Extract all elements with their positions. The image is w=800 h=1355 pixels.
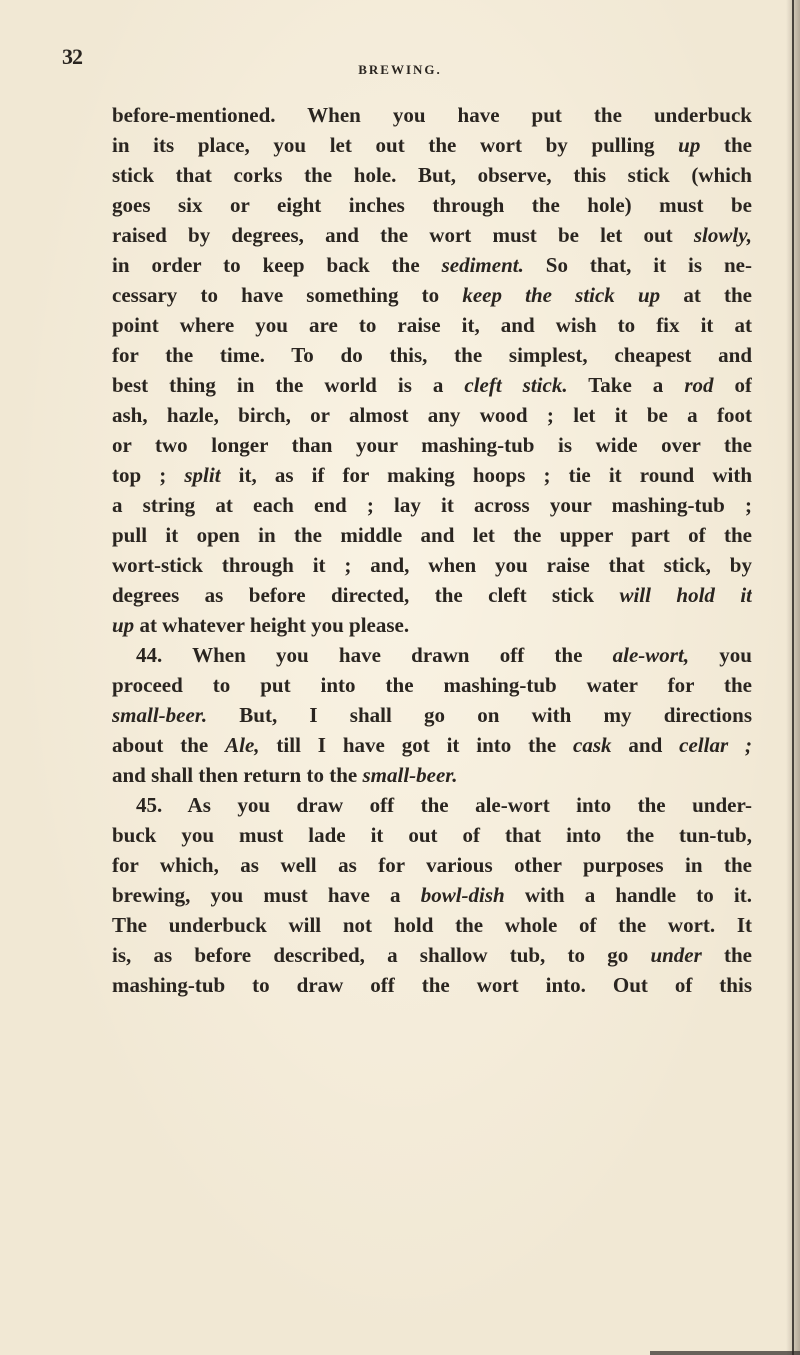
text-line: wort-stick through it ; and, when you raise that stick, by: [112, 553, 752, 577]
text-line: mashing-tub to draw off the wort into. Out of this: [112, 973, 752, 997]
text-line: in its place, you let out the wort by pulling up the: [112, 133, 752, 157]
text-line: The underbuck will not hold the whole of the wort. It: [112, 913, 752, 937]
text-line: goes six or eight inches through the hole) must be: [112, 193, 752, 217]
text-line: in order to keep back the sediment. So that, it is ne-: [112, 253, 752, 277]
text-line: buck you must lade it out of that into the tun-tub,: [112, 823, 752, 847]
page-edge-line: [792, 0, 794, 1355]
text-line: ash, hazle, birch, or almost any wood ; let it be a foot: [112, 403, 752, 427]
text-body: [112, 100, 752, 1000]
text-line: and shall then return to the small-beer.: [112, 763, 458, 787]
text-line: top ; split it, as if for making hoops ; tie it round with: [112, 463, 752, 487]
running-head: BREWING.: [358, 62, 442, 77]
text-line: point where you are to raise it, and wish to fix it at: [112, 313, 752, 337]
text-line: a string at each end ; lay it across your mashing-tub ;: [112, 493, 752, 517]
text-line: before-mentioned. When you have put the underbuck: [112, 103, 752, 127]
text-line: proceed to put into the mashing-tub water for the: [112, 673, 752, 697]
text-line: 44. When you have drawn off the ale-wort, you: [136, 643, 752, 667]
text-line: best thing in the world is a cleft stick. Take a rod of: [112, 373, 752, 397]
text-line: or two longer than your mashing-tub is wide over the: [112, 433, 752, 457]
text-line: cessary to have something to keep the stick up at the: [112, 283, 752, 307]
text-line: small-beer. But, I shall go on with my directions: [112, 703, 752, 727]
text-line: pull it open in the middle and let the upper part of the: [112, 523, 752, 547]
text-line: raised by degrees, and the wort must be let out slowly,: [112, 223, 752, 247]
text-line: is, as before described, a shallow tub, to go under the: [112, 943, 752, 967]
text-line: for the time. To do this, the simplest, cheapest and: [112, 343, 752, 367]
text-line: 45. As you draw off the ale-wort into the under-: [136, 793, 752, 817]
page-number: 32: [62, 44, 82, 69]
text-line: brewing, you must have a bowl-dish with a handle to it.: [112, 883, 752, 907]
text-line: about the Ale, till I have got it into the cask and cellar ;: [112, 733, 752, 757]
text-line: stick that corks the hole. But, observe, this stick (which: [112, 163, 752, 187]
page-bottom-rule: [650, 1351, 800, 1355]
text-line: degrees as before directed, the cleft stick will hold it: [112, 583, 752, 607]
text-line: for which, as well as for various other purposes in the: [112, 853, 752, 877]
text-line: up at whatever height you please.: [112, 613, 410, 637]
